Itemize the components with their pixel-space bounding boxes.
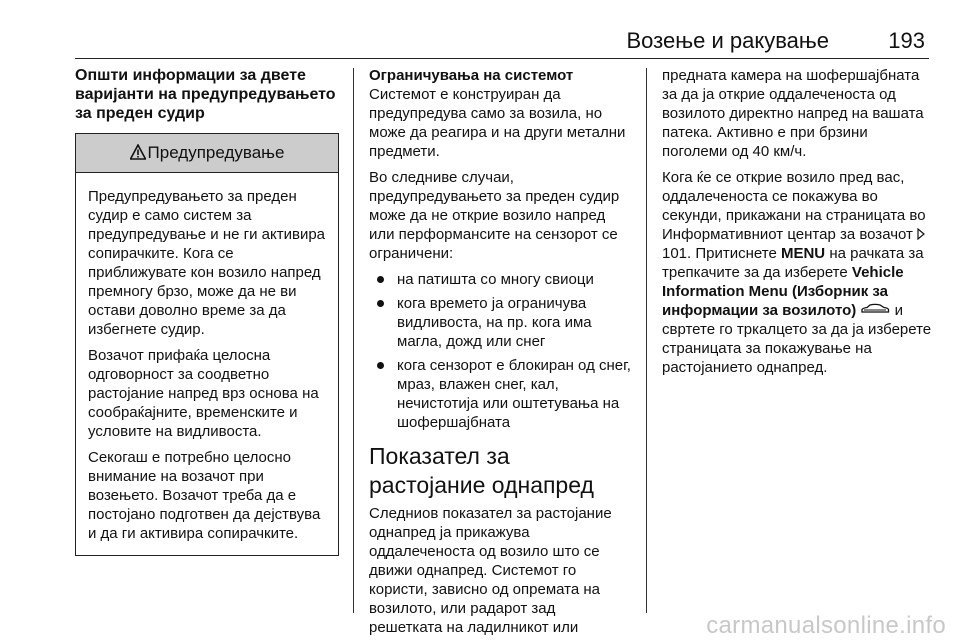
warning-header xyxy=(76,134,338,173)
section-heading: Општи информации за двете варијанти на предупредувањето за преден судир xyxy=(75,67,336,122)
column-divider xyxy=(353,68,354,613)
warning-title: Предупредување xyxy=(147,143,285,162)
bullet-list xyxy=(369,270,631,432)
page-number: 193 xyxy=(888,28,925,53)
paragraph: Кога ќе се открие возило пред вас, оддалеченоста се покажува во секунди, прикажани на страницата во Информативниот центар за возачот 101. Притиснете MENU на рачката за трепкачите за да изберете Vehicle Information Menu (Изборник за информации за возилото) и свртете го тркалцето за да ја изберете страницата за покажување на растојанието однапред. xyxy=(662,169,932,376)
bullet-icon xyxy=(377,300,384,307)
warning-paragraph: Секогаш е потребно целосно внимание на возачот при возењето. Возачот треба да е постојано подготвен да дејствува и да ги активира сопирачките. xyxy=(88,449,321,542)
warning-triangle-icon xyxy=(130,144,146,160)
bullet-icon xyxy=(377,362,384,369)
chapter-title: Возење и ракување xyxy=(626,28,829,53)
list-item: кога сензорот е блокиран од снег, мраз, влажен снег, кал, нечистотија или оштетувања на шофершајбната xyxy=(369,356,631,432)
column-divider xyxy=(646,68,647,613)
warning-body xyxy=(76,173,338,555)
watermark: carmanualsonline.info xyxy=(706,612,946,639)
list-item: на патишта со многу свиоци xyxy=(369,270,631,289)
paragraph: Следниов показател за растојание однапред ја прикажува оддалеченоста од возило што се движи однапред. Системот го користи, зависно од опремата на возилото, или радарот зад решетката на ладилникот или xyxy=(369,505,612,636)
bullet-icon xyxy=(377,276,384,283)
car-icon xyxy=(860,303,890,315)
page-reference-icon xyxy=(917,228,925,240)
warning-box xyxy=(75,133,339,556)
column-2 xyxy=(369,66,631,644)
menu-path: Vehicle Information Menu (Изборник за информации за возилото) xyxy=(662,264,904,319)
paragraph: Системот е конструиран да предупредува само за возила, но може да реагира и на други метални предмети. xyxy=(369,86,626,160)
column-1 xyxy=(75,66,340,556)
page-reference: 101 xyxy=(662,245,688,262)
menu-label: MENU xyxy=(780,245,826,262)
section-title: Показател за растојание однапред xyxy=(369,443,594,498)
section-heading: Ограничувања на системот xyxy=(369,67,574,84)
column-3 xyxy=(662,66,932,384)
page-header xyxy=(75,28,929,56)
warning-paragraph: Предупредувањето за преден судир е само систем за предупредување и не ги активира сопирачките. Кога се приближувате кон возило напред премногу брзо, може да не ви остави доволно време за да избегнете судир. xyxy=(88,188,326,338)
header-rule xyxy=(75,58,929,59)
warning-paragraph: Возачот прифаќа целосна одговорност за соодветно растојание напред врз основа на сообраќајните, временските и условите на видливоста. xyxy=(88,347,319,440)
paragraph: предната камера на шофершајбната за да ја открие оддалеченоста од возилото директно напред на вашата патека. Активно е при брзини поголеми од 40 км/ч. xyxy=(662,67,924,160)
paragraph: Во следниве случаи, предупредувањето за преден судир може да не открие возило напред или перформансите на сензорот се ограничени: xyxy=(369,169,620,262)
list-item: кога времето ја ограничува видливоста, на пр. кога има магла, дожд или снег xyxy=(369,294,631,351)
